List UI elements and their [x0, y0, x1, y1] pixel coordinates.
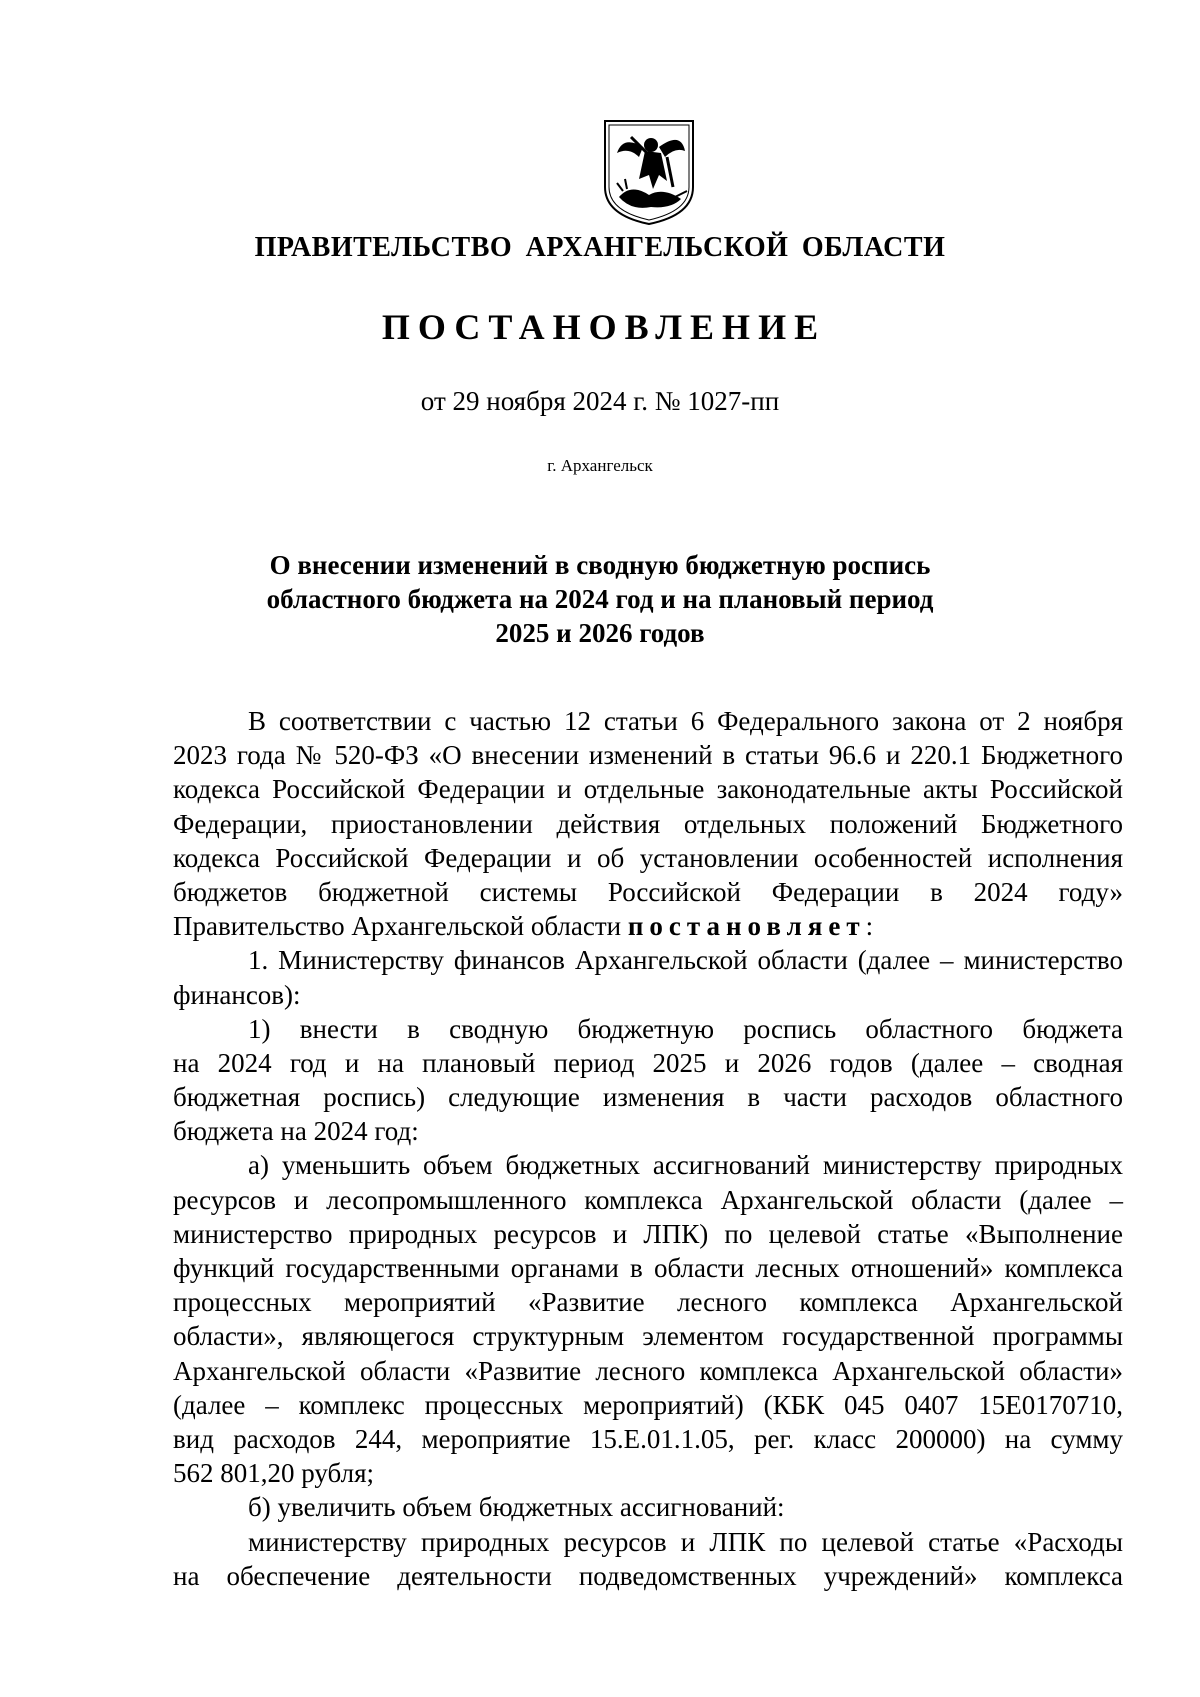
- document-title: [0, 548, 1200, 650]
- coat-of-arms-icon: [601, 117, 697, 227]
- body-line: В соответствии с частью 12 статьи 6 Федерального закона от 2 ноября: [248, 706, 1123, 736]
- body-line: бюджетная роспись) следующие изменения в части расходов областного: [173, 1082, 1123, 1113]
- body-line-decree: [173, 909, 1123, 943]
- body-line: области», являющегося структурным элементом государственной программы: [173, 1321, 1123, 1352]
- body-line: 1) внести в сводную бюджетную роспись областного бюджета: [248, 1013, 1123, 1044]
- body-line: Федерации, приостановлении действия отдельных положений Бюджетного: [173, 808, 1123, 839]
- title-line: 2025 и 2026 годов: [495, 618, 705, 648]
- body-line: 2023 года № 520-ФЗ «О внесении изменений в статьи 96.6 и 220.1 Бюджетного: [173, 740, 1123, 771]
- body-line: кодекса Российской Федерации и об установлении особенностей исполнения: [173, 842, 1123, 873]
- document-body: [173, 704, 1123, 1593]
- body-line: министерству природных ресурсов и ЛПК по целевой статье «Расходы: [248, 1526, 1123, 1557]
- document-date-number: от 29 ноября 2024 г. № 1027-пп: [420, 386, 780, 416]
- body-line: министерство природных ресурсов и ЛПК) по целевой статье «Выполнение: [173, 1218, 1123, 1249]
- body-line: (далее – комплекс процессных мероприятий) (КБК 045 0407 15Е0170710,: [173, 1389, 1123, 1420]
- body-line: 562 801,20 рубля;: [173, 1458, 374, 1489]
- body-line-text: Правительство Архангельской области: [173, 911, 622, 942]
- title-line: областного бюджета на 2024 год и на плановый период: [266, 584, 934, 614]
- body-line: вид расходов 244, мероприятие 15.Е.01.1.05, рег. класс 200000) на сумму: [173, 1423, 1123, 1454]
- government-title: ПРАВИТЕЛЬСТВО АРХАНГЕЛЬСКОЙ ОБЛАСТИ: [254, 232, 946, 263]
- body-line: бюджета на 2024 год:: [173, 1116, 419, 1147]
- document-city: г. Архангельск: [547, 456, 653, 475]
- body-line: финансов):: [173, 979, 301, 1010]
- document-type: ПОСТАНОВЛЕНИЕ: [381, 307, 827, 347]
- body-line: бюджетов бюджетной системы Российской Федерации в 2024 году»: [173, 876, 1123, 907]
- body-line: а) уменьшить объем бюджетных ассигнований министерству природных: [248, 1150, 1123, 1181]
- body-line: б) увеличить объем бюджетных ассигнований:: [248, 1492, 785, 1523]
- body-line: процессных мероприятий «Развитие лесного комплекса Архангельской: [173, 1287, 1123, 1318]
- body-line: 1. Министерству финансов Архангельской области (далее – министерство: [248, 945, 1123, 976]
- body-line: на 2024 год и на плановый период 2025 и 2026 годов (далее – сводная: [173, 1047, 1123, 1078]
- body-line: ресурсов и лесопромышленного комплекса Архангельской области (далее –: [173, 1184, 1123, 1215]
- body-line: кодекса Российской Федерации и отдельные законодательные акты Российской: [173, 774, 1123, 805]
- title-line: О внесении изменений в сводную бюджетную роспись: [269, 550, 931, 580]
- decree-colon: :: [865, 911, 874, 942]
- body-line: Архангельской области «Развитие лесного комплекса Архангельской области»: [173, 1355, 1123, 1386]
- body-line: на обеспечение деятельности подведомственных учреждений» комплекса: [173, 1560, 1123, 1591]
- body-line: функций государственными органами в области лесных отношений» комплекса: [173, 1253, 1123, 1283]
- decree-word: постановляет: [627, 911, 866, 942]
